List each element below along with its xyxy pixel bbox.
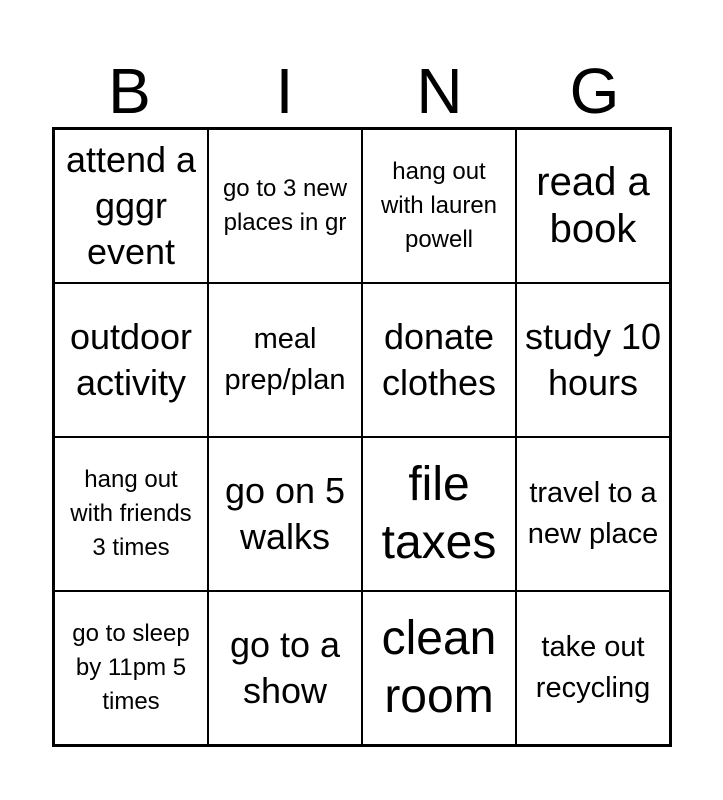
bingo-cell[interactable] [516, 591, 670, 745]
bingo-cell-text: file taxes [381, 458, 497, 569]
bingo-cell[interactable] [54, 283, 208, 437]
bingo-cell-text: donate clothes [381, 316, 497, 403]
bingo-cell[interactable] [516, 129, 670, 283]
bingo-cell[interactable] [208, 591, 362, 745]
bingo-cell[interactable] [516, 283, 670, 437]
bingo-cell[interactable] [362, 437, 516, 591]
bingo-cell[interactable] [54, 129, 208, 283]
bingo-cell-text: go to a show [229, 624, 341, 711]
bingo-cell-text: outdoor activity [69, 316, 193, 403]
bingo-cell[interactable] [516, 437, 670, 591]
bingo-cell-text: read a book [536, 160, 650, 251]
bingo-cell[interactable] [54, 437, 208, 591]
bingo-cell-text: go to sleep by 11pm 5 times [72, 620, 190, 715]
bingo-cell-text: attend a gggr event [65, 139, 197, 272]
bingo-cell[interactable] [54, 591, 208, 745]
header-letter-b: B [108, 55, 151, 127]
bingo-cell[interactable] [362, 283, 516, 437]
bingo-header [52, 55, 672, 127]
bingo-board [52, 127, 672, 747]
bingo-cell[interactable] [362, 129, 516, 283]
bingo-cell[interactable] [362, 591, 516, 745]
bingo-cell[interactable] [208, 129, 362, 283]
bingo-cell-text: hang out with lauren powell [380, 158, 498, 253]
header-letter-g: G [569, 55, 620, 127]
header-letter-n: N [416, 55, 463, 127]
bingo-cell-text: clean room [381, 612, 497, 723]
bingo-cell-text: go to 3 new places in gr [222, 175, 348, 236]
bingo-cell-text: travel to a new place [527, 477, 659, 550]
bingo-cell[interactable] [208, 437, 362, 591]
bingo-cell-text: hang out with friends 3 times [70, 466, 192, 561]
bingo-cell-text: meal prep/plan [224, 323, 346, 396]
bingo-cell-text: study 10 hours [524, 316, 662, 403]
bingo-cell[interactable] [208, 283, 362, 437]
bingo-cell-text: take out recycling [535, 631, 651, 704]
bingo-cell-text: go on 5 walks [224, 470, 346, 557]
header-letter-i: I [275, 55, 294, 127]
